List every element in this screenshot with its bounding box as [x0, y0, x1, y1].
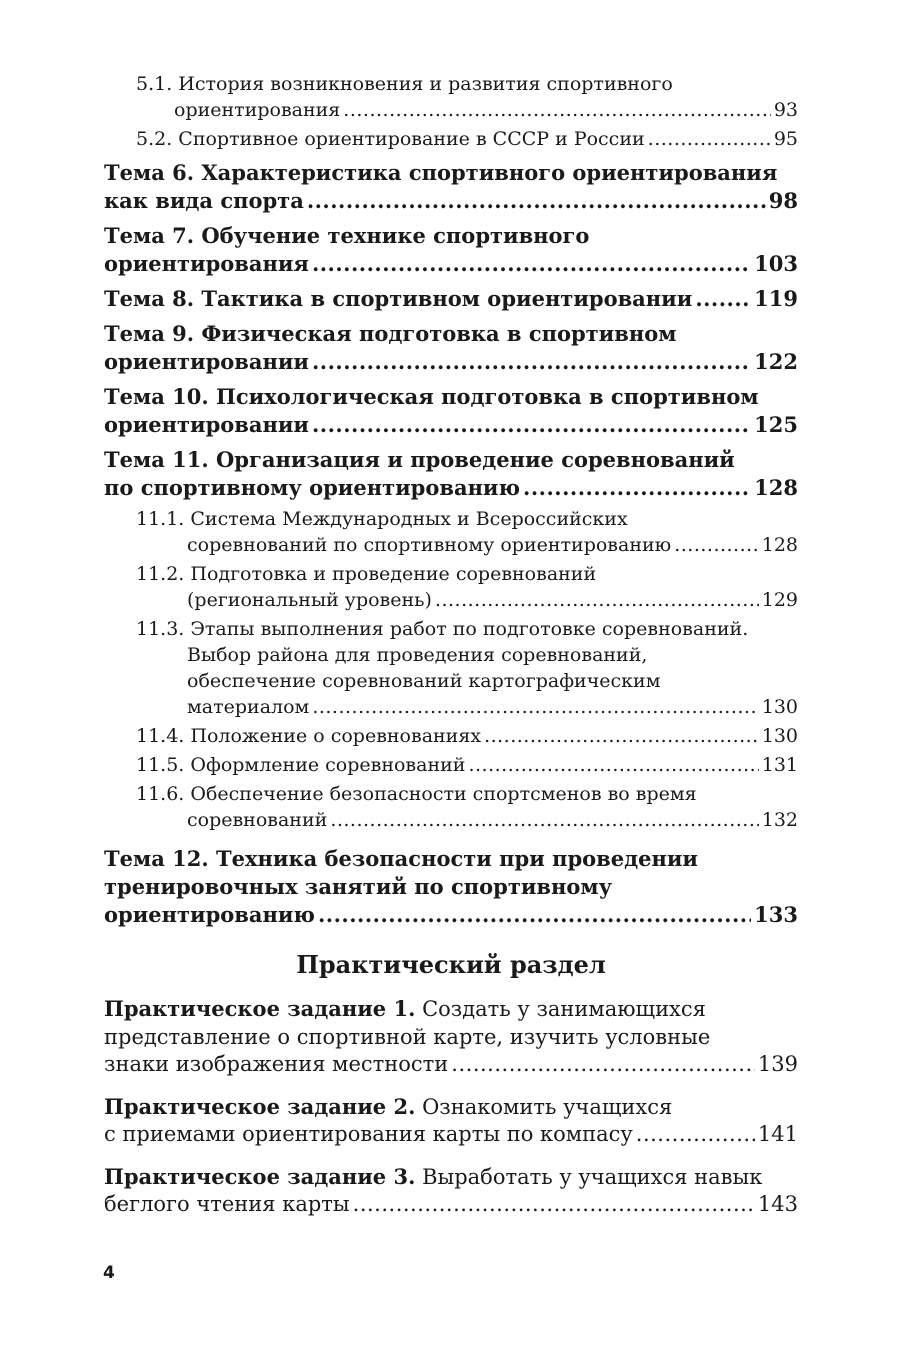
toc-practice-2[interactable]: [104, 1093, 798, 1149]
entry-text: 11.2. Подготовка и проведение соревнований: [136, 563, 597, 585]
toc-entry-5-2[interactable]: [104, 126, 798, 152]
dot-leader: [468, 752, 758, 778]
dot-leader: [484, 723, 759, 749]
topic-text: ориентированию: [104, 902, 315, 927]
topic-text: Тема 11. Организация и проведение соревнований: [104, 447, 735, 472]
dot-leader: [523, 474, 751, 502]
entry-text: соревнований: [187, 809, 328, 831]
toc-entry-11-4[interactable]: [104, 723, 798, 749]
page-ref: 93: [773, 99, 798, 121]
entry-text: 11.3. Этапы выполнения работ по подготовке соревнований.: [136, 618, 749, 640]
toc-topic-10[interactable]: [104, 383, 798, 439]
dot-leader: [435, 587, 759, 613]
page-ref: 122: [754, 349, 798, 374]
table-of-contents: [104, 71, 798, 1233]
practice-text: Выработать у учащихся навык: [415, 1164, 763, 1189]
page-ref: 131: [761, 754, 798, 776]
dot-leader: [318, 901, 751, 929]
entry-text: Выбор района для проведения соревнований,: [187, 644, 648, 666]
dot-leader: [307, 187, 766, 215]
practice-text: Ознакомить учащихся: [415, 1094, 673, 1119]
page-ref: 133: [754, 902, 798, 927]
dot-leader: [312, 348, 751, 376]
entry-text: 5.1. История возникновения и развития спортивного: [136, 73, 673, 95]
topic-text: Тема 7. Обучение технике спортивного: [104, 223, 590, 248]
toc-topic-11[interactable]: [104, 446, 798, 502]
dot-leader: [674, 532, 759, 558]
topic-text: Тема 8. Тактика в спортивном ориентировании: [104, 286, 693, 311]
practice-text: с приемами ориентирования карты по компасу: [104, 1122, 633, 1146]
dot-leader: [330, 807, 758, 833]
toc-practice-3[interactable]: [104, 1163, 798, 1219]
topic-text: Тема 12. Техника безопасности при проведении: [104, 846, 698, 871]
page-ref: 103: [754, 251, 798, 276]
page-ref: 128: [761, 534, 798, 556]
entry-text: 11.1. Система Международных и Всероссийских: [136, 508, 628, 530]
dot-leader: [312, 694, 758, 720]
toc-entry-11-3[interactable]: [104, 616, 798, 720]
dot-leader: [451, 1051, 755, 1079]
page-ref: 129: [761, 589, 798, 611]
page-ref: 130: [761, 725, 798, 747]
entry-text: соревнований по спортивному ориентированию: [187, 534, 672, 556]
page-ref: 128: [754, 475, 798, 500]
toc-practice-1[interactable]: [104, 995, 798, 1079]
entry-text: 11.5. Оформление соревнований: [136, 754, 466, 776]
practice-text: знаки изображения местности: [104, 1052, 449, 1076]
page-ref: 141: [757, 1122, 798, 1146]
toc-entry-11-6[interactable]: [104, 781, 798, 833]
topic-text: ориентировании: [104, 412, 309, 437]
page-ref: 98: [768, 188, 798, 213]
entry-text: 11.4. Положение о соревнованиях: [136, 725, 482, 747]
page-ref: 119: [754, 286, 798, 311]
toc-topic-7[interactable]: [104, 222, 798, 278]
page-ref: 95: [773, 128, 798, 150]
page-ref: 143: [757, 1192, 798, 1216]
toc-entry-11-1[interactable]: [104, 506, 798, 558]
page-ref: 130: [761, 696, 798, 718]
toc-topic-6[interactable]: [104, 159, 798, 215]
topic-text: Тема 9. Физическая подготовка в спортивном: [104, 321, 677, 346]
toc-topic-9[interactable]: [104, 320, 798, 376]
dot-leader: [648, 126, 771, 152]
entry-text: (региональный уровень): [187, 589, 432, 611]
practice-text: представление о спортивной карте, изучить условные: [104, 1024, 711, 1049]
topic-text: Тема 6. Характеристика спортивного ориентирования: [104, 160, 778, 185]
page-number: 4: [103, 1263, 115, 1283]
practice-label: Практическое задание 3.: [104, 1163, 416, 1189]
page-ref: 132: [761, 809, 798, 831]
practice-label: Практическое задание 2.: [104, 1093, 416, 1119]
entry-text: ориентирования: [174, 99, 341, 121]
entry-text: материалом: [187, 696, 310, 718]
topic-text: как вида спорта: [104, 188, 304, 213]
dot-leader: [636, 1121, 755, 1149]
dot-leader: [312, 411, 751, 439]
topic-text: по спортивному ориентированию: [104, 475, 521, 500]
toc-entry-11-5[interactable]: [104, 752, 798, 778]
section-title-practical: Практический раздел: [296, 950, 606, 979]
toc-topic-8[interactable]: [104, 285, 798, 313]
practice-label: Практическое задание 1.: [104, 996, 416, 1021]
practice-text: Создать у занимающихся: [415, 997, 706, 1021]
topic-text: ориентировании: [104, 349, 309, 374]
entry-text: 11.6. Обеспечение безопасности спортсменов во время: [136, 783, 697, 805]
toc-topic-12[interactable]: [104, 845, 798, 929]
page-ref: 125: [754, 412, 798, 437]
page-ref: 139: [757, 1052, 798, 1076]
dot-leader: [695, 285, 751, 313]
toc-entry-5-1[interactable]: [104, 71, 798, 123]
practice-text: беглого чтения карты: [104, 1192, 350, 1216]
toc-entry-11-2[interactable]: [104, 561, 798, 613]
dot-leader: [312, 250, 751, 278]
dot-leader: [343, 97, 771, 123]
topic-text: Тема 10. Психологическая подготовка в спортивном: [104, 384, 759, 409]
entry-text: 5.2. Спортивное ориентирование в СССР и России: [136, 128, 645, 150]
topic-text: ориентирования: [104, 251, 309, 276]
entry-text: обеспечение соревнований картографическим: [187, 670, 661, 692]
topic-text: тренировочных занятий по спортивному: [104, 874, 613, 899]
dot-leader: [353, 1191, 755, 1219]
